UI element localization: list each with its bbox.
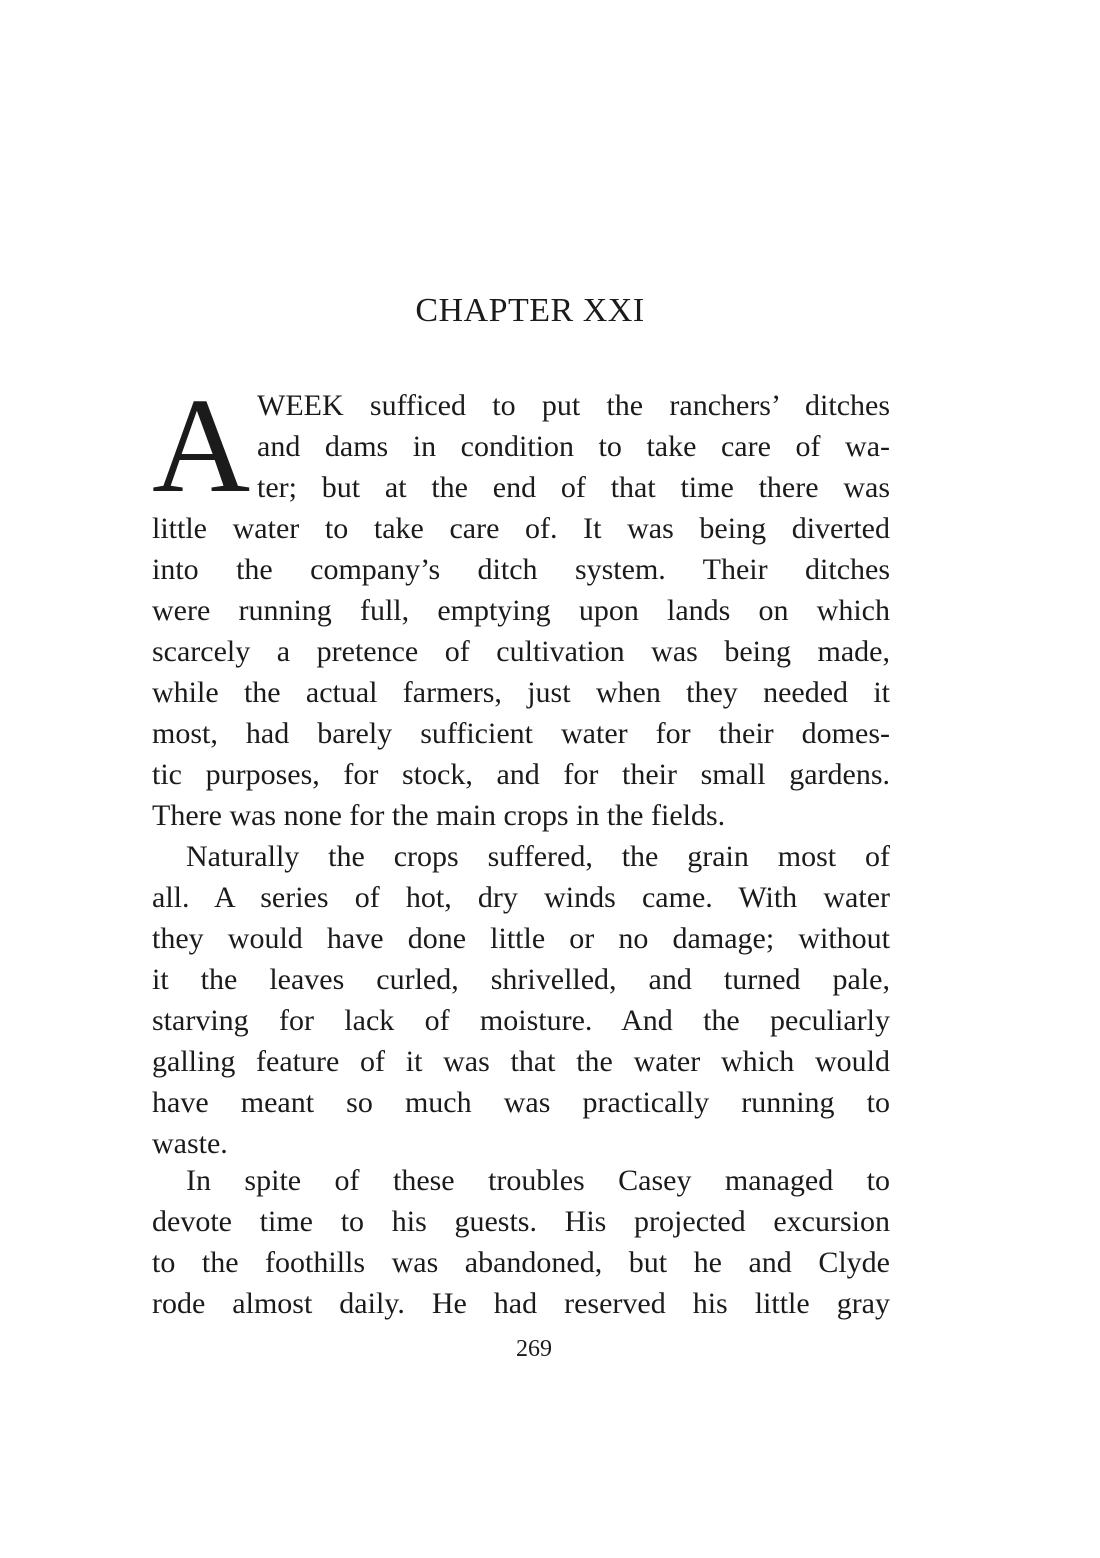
text-line: and dams in condition to take care of wa- (257, 430, 890, 463)
text-line: Naturally the crops suffered, the grain most of (186, 840, 890, 873)
text-line: it the leaves curled, shrivelled, and turned pale, (152, 963, 890, 996)
text-line: they would have done little or no damage; without (152, 922, 890, 955)
text-line: while the actual farmers, just when they needed it (152, 676, 890, 709)
text-line: In spite of these troubles Casey managed to (186, 1164, 890, 1197)
text-line: to the foothills was abandoned, but he and Clyde (152, 1246, 890, 1279)
text-line: tic purposes, for stock, and for their small gardens. (152, 758, 890, 791)
page-number: 269 (516, 1336, 552, 1362)
text-line: little water to take care of. It was being diverted (152, 512, 890, 545)
text-line: devote time to his guests. His projected excursion (152, 1205, 890, 1238)
drop-cap: A (152, 371, 251, 521)
text-line: all. A series of hot, dry winds came. With water (152, 881, 890, 914)
paragraph-1 (152, 385, 890, 836)
text-line: galling feature of it was that the water which would (152, 1045, 890, 1078)
text-line: There was none for the main crops in the fields. (152, 799, 726, 832)
text-line: have meant so much was practically running to (152, 1086, 890, 1119)
text-line: waste. (152, 1127, 228, 1160)
paragraph-2 (152, 836, 890, 1164)
text-line: ter; but at the end of that time there was (257, 471, 890, 504)
text-line: into the company’s ditch system. Their ditches (152, 553, 890, 586)
text-line: scarcely a pretence of cultivation was being made, (152, 635, 890, 668)
text-line: WEEK sufficed to put the ranchers’ ditches (257, 389, 890, 422)
text-line: were running full, emptying upon lands on which (152, 594, 890, 627)
chapter-heading: CHAPTER XXI (415, 292, 645, 329)
text-line: most, had barely sufficient water for their domes- (152, 717, 890, 750)
text-line: rode almost daily. He had reserved his little gray (152, 1287, 890, 1320)
text-line: starving for lack of moisture. And the peculiarly (152, 1004, 890, 1037)
paragraph-3 (152, 1160, 890, 1324)
